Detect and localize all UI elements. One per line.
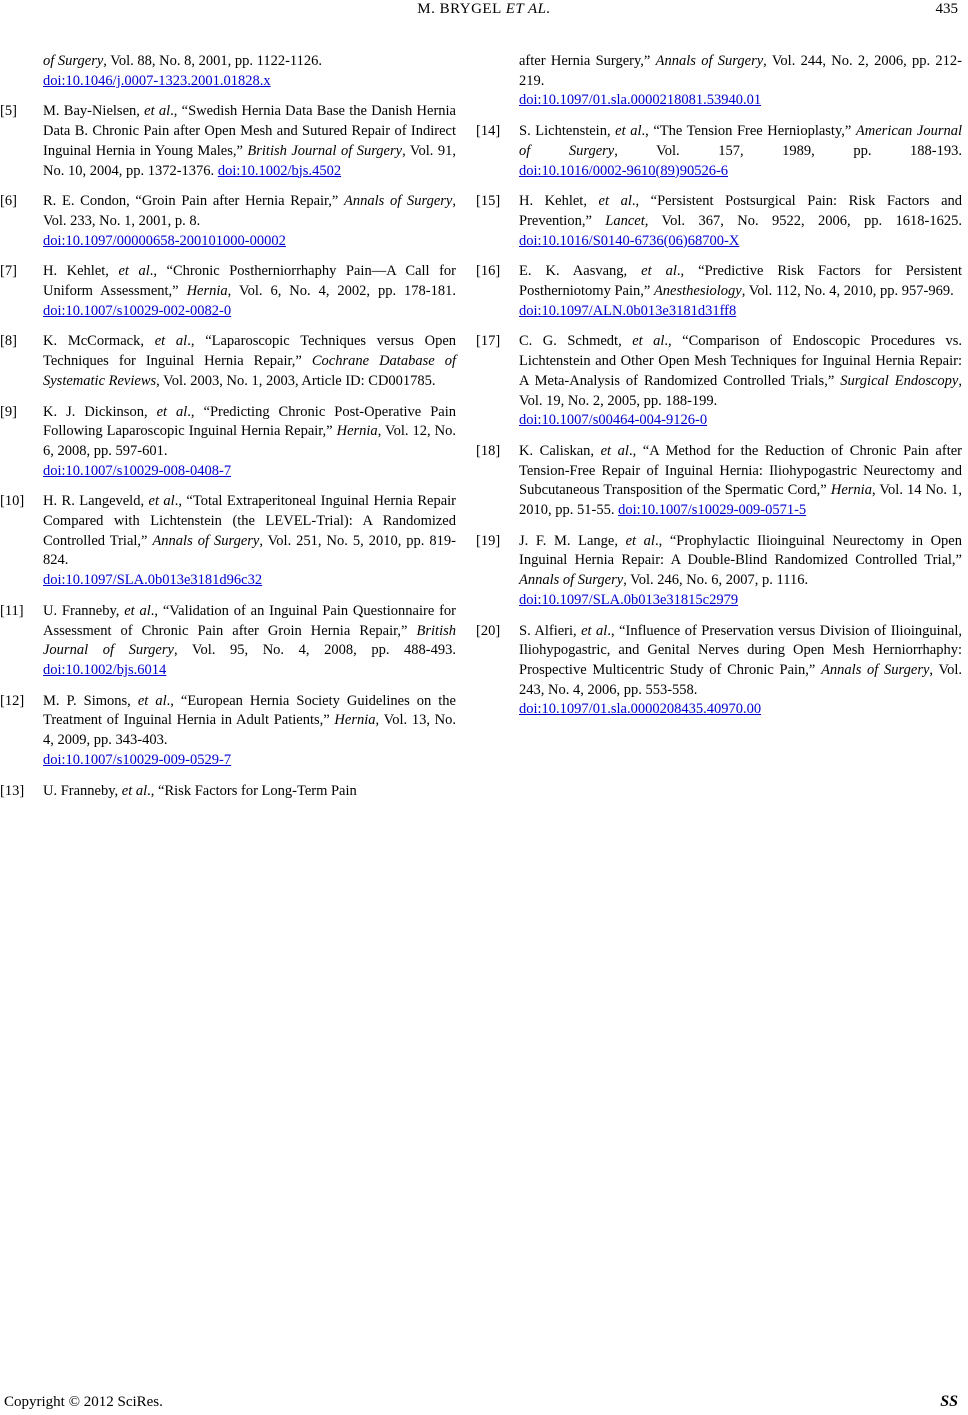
reference-title: ., “Validation of an Inguinal Pain Questionnaire for Assessment of Chronic Pain after Groin Hernia Repair,” xyxy=(43,602,456,639)
doi-link[interactable]: doi:10.1002/bjs.4502 xyxy=(217,162,342,179)
reference-item xyxy=(476,532,962,611)
reference-item xyxy=(476,622,963,721)
reference-item xyxy=(476,332,962,431)
reference-et-al: et al xyxy=(600,442,629,459)
doi-link[interactable]: doi:10.1097/01.sla.0000218081.53940.01 xyxy=(519,92,762,109)
doi-link[interactable]: doi:10.1016/S0140-6736(06)68700-X xyxy=(519,232,740,249)
reference-number: [11] xyxy=(0,602,24,619)
doi-link[interactable]: doi:10.1007/s10029-009-0529-7 xyxy=(43,751,232,768)
reference-journal: Annals of Surgery xyxy=(655,53,764,69)
running-head-etal: ET AL. xyxy=(505,1,551,17)
reference-text xyxy=(519,262,962,321)
reference-number: [7] xyxy=(0,263,17,280)
doi-link[interactable]: doi:10.1007/s10029-002-0082-0 xyxy=(43,302,232,319)
reference-details: , Vol. 157, 1989, pp. 188-193. xyxy=(614,142,962,159)
reference-details: , Vol. 112, No. 4, 2010, pp. 957-969. xyxy=(741,283,954,300)
reference-text xyxy=(43,492,456,591)
reference-journal: Annals of Surgery xyxy=(152,532,260,549)
reference-number: [20] xyxy=(476,622,501,639)
page-header xyxy=(0,0,968,26)
reference-text xyxy=(43,782,456,802)
doi-link[interactable]: doi:10.1007/s00464-004-9126-0 xyxy=(519,412,708,429)
doi-link[interactable]: doi:10.1007/s10029-009-0571-5 xyxy=(618,502,807,519)
reference-text xyxy=(43,102,456,181)
reference-item xyxy=(476,262,962,321)
copyright-notice: Copyright © 2012 SciRes. xyxy=(4,1394,163,1410)
reference-item xyxy=(28,52,456,91)
reference-journal: Hernia xyxy=(336,423,378,440)
reference-text xyxy=(519,532,962,611)
reference-journal: Hernia xyxy=(334,712,376,729)
reference-journal: British Journal of Surgery xyxy=(43,622,456,659)
reference-journal: Hernia xyxy=(830,482,872,499)
reference-text xyxy=(43,52,456,91)
reference-text xyxy=(519,192,962,251)
reference-details: , Vol. 13, No. 4, 2009, pp. 343-403. xyxy=(43,712,457,749)
reference-text xyxy=(519,122,962,181)
running-head xyxy=(0,1,968,18)
reference-authors: M. P. Simons, xyxy=(43,692,138,709)
doi-link[interactable]: doi:10.1007/s10029-008-0408-7 xyxy=(43,462,232,479)
reference-item xyxy=(0,192,456,251)
reference-authors: K. Caliskan, xyxy=(519,442,601,459)
reference-item xyxy=(0,102,457,181)
reference-title: ., “The Tension Free Hernioplasty,” xyxy=(641,123,856,140)
reference-title: ., “A Method for the Reduction of Chronic Pain after Tension-Free Repair of Inguinal Hernia: Iliohypogastric Neurectomy and Subcutaneous Transposition of the Spermatic Cord,” xyxy=(519,442,962,499)
reference-text xyxy=(43,403,456,482)
reference-number: [5] xyxy=(0,103,17,120)
reference-et-al: et al xyxy=(148,493,175,510)
reference-item xyxy=(476,122,962,181)
reference-journal: Lancet xyxy=(605,212,645,229)
reference-details: , Vol. 251, No. 5, 2010, pp. 819-824. xyxy=(43,532,456,569)
reference-number: [10] xyxy=(0,493,25,510)
reference-text xyxy=(519,442,962,521)
reference-number: [19] xyxy=(476,532,501,549)
reference-journal: British Journal of Surgery xyxy=(247,142,403,159)
doi-link[interactable]: doi:10.1097/00000658-200101000-00002 xyxy=(43,232,286,249)
reference-title: ., “Laparoscopic Techniques versus Open Techniques for Inguinal Hernia Repair,” xyxy=(43,333,456,370)
doi-link[interactable]: doi:10.1046/j.0007-1323.2001.01828.x xyxy=(43,72,271,89)
reference-title: ., “Predictive Risk Factors for Persistent Postherniotomy Pain,” xyxy=(519,263,962,300)
reference-title: ., “Comparison of Endoscopic Procedures vs. Lichtenstein and Other Open Mesh Techniques for Inguinal Hernia Repair: A Meta-Analysis of Randomized Controlled Trials,” xyxy=(519,333,962,389)
reference-authors: H. Kehlet, xyxy=(519,193,599,210)
reference-title: ., “Persistent Postsurgical Pain: Risk Factors and Prevention,” xyxy=(519,193,963,229)
reference-details: , Vol. 95, No. 4, 2008, pp. 488-493. xyxy=(173,642,456,659)
reference-et-al: et al xyxy=(121,782,148,799)
reference-details: , Vol. 233, No. 1, 2001, p. 8. xyxy=(43,193,456,229)
reference-details: , Vol. 244, No. 2, 2006, pp. 212-219. xyxy=(519,53,962,89)
reference-journal: Annals of Surgery xyxy=(344,193,453,210)
reference-text xyxy=(43,602,456,681)
reference-journal: Cochrane Database of Systematic Reviews xyxy=(43,353,456,389)
doi-link[interactable]: doi:10.1002/bjs.6014 xyxy=(43,661,167,678)
reference-journal: Anesthesiology xyxy=(653,283,742,300)
doi-link[interactable]: doi:10.1097/01.sla.0000208435.40970.00 xyxy=(519,701,762,718)
left-column xyxy=(0,52,457,812)
reference-number: [9] xyxy=(0,403,17,420)
doi-link[interactable]: doi:10.1016/0002-9610(89)90526-6 xyxy=(519,162,729,179)
running-head-authors: M. BRYGEL xyxy=(417,1,502,17)
reference-et-al: et al xyxy=(118,263,150,280)
reference-text xyxy=(43,692,456,771)
reference-text xyxy=(519,52,962,111)
reference-journal: Surgical Endoscopy xyxy=(840,372,959,389)
reference-title: ., “Predicting Chronic Post-Operative Pain Following Laparoscopic Inguinal Hernia Repair,” xyxy=(43,403,456,440)
reference-authors: S. Alfieri, xyxy=(519,622,582,639)
reference-item xyxy=(0,403,457,482)
reference-title: ., “Swedish Hernia Data Base the Danish Hernia Data B. Chronic Pain after Open Mesh and Sutured Repair of Indirect Inguinal Hernia in Young Males,” xyxy=(43,103,456,159)
reference-authors: K. McCormack, xyxy=(43,333,155,350)
reference-authors: M. Bay-Nielsen, xyxy=(43,103,145,120)
reference-item xyxy=(0,602,456,681)
reference-details: , Vol. 14 No. 1, 2010, pp. 51-55. xyxy=(519,482,963,519)
reference-number: [8] xyxy=(0,333,17,350)
reference-authors: H. R. Langeveld, xyxy=(43,493,149,510)
right-column xyxy=(476,52,963,731)
reference-item xyxy=(476,192,963,251)
reference-details: , Vol. 246, No. 6, 2007, p. 1116. xyxy=(623,572,809,589)
reference-text xyxy=(519,622,962,721)
reference-et-al: et al xyxy=(156,403,188,420)
doi-link[interactable]: doi:10.1097/SLA.0b013e31815c2979 xyxy=(519,591,739,608)
reference-details: , Vol. 19, No. 2, 2005, pp. 188-199. xyxy=(519,372,962,409)
reference-et-al: et al xyxy=(581,622,608,639)
reference-text xyxy=(43,332,456,391)
reference-details: , Vol. 6, No. 4, 2002, pp. 178-181. xyxy=(227,283,457,300)
reference-et-al: et al xyxy=(137,692,167,709)
reference-number: [15] xyxy=(476,193,501,210)
reference-et-al: et al xyxy=(641,263,677,280)
doi-link[interactable]: doi:10.1097/ALN.0b013e3181d31ff8 xyxy=(519,302,737,319)
reference-number: [17] xyxy=(476,333,501,350)
reference-item xyxy=(504,52,962,111)
reference-et-al: et al xyxy=(632,333,665,350)
reference-details: , Vol. 367, No. 9522, 2006, pp. 1618-1625. xyxy=(644,212,963,229)
reference-et-al: et al xyxy=(625,532,655,549)
reference-details: , Vol. 243, No. 4, 2006, pp. 553-558. xyxy=(519,661,963,698)
reference-number: [12] xyxy=(0,692,25,709)
reference-journal: of Surgery xyxy=(43,53,104,69)
reference-details: , Vol. 2003, No. 1, 2003, Article ID: CD001785. xyxy=(156,372,436,389)
reference-details: , Vol. 88, No. 8, 2001, pp. 1122-1126. xyxy=(103,53,322,69)
reference-journal: Annals of Surgery xyxy=(821,661,930,678)
reference-authors: U. Franneby, xyxy=(43,782,122,799)
reference-text xyxy=(43,262,456,321)
reference-authors: C. G. Schmedt, xyxy=(519,333,633,350)
reference-title: ., “Chronic Postherniorrhaphy Pain—A Call for Uniform Assessment,” xyxy=(43,263,457,300)
reference-item xyxy=(0,332,456,391)
doi-link[interactable]: doi:10.1097/SLA.0b013e3181d96c32 xyxy=(43,572,263,589)
reference-item xyxy=(0,492,456,591)
reference-details: , Vol. 12, No. 6, 2008, pp. 597-601. xyxy=(43,423,457,459)
reference-number: [16] xyxy=(476,263,501,280)
page-number: 435 xyxy=(935,1,958,17)
reference-number: [13] xyxy=(0,782,25,799)
reference-et-al: et al xyxy=(154,333,188,350)
reference-authors: U. Franneby, xyxy=(43,602,125,619)
reference-text xyxy=(519,332,962,431)
reference-et-al: et al xyxy=(615,123,642,140)
reference-authors: E. K. Aasvang, xyxy=(519,263,642,280)
reference-number: [18] xyxy=(476,442,501,459)
reference-authors: S. Lichtenstein, xyxy=(519,123,616,140)
reference-authors: after Hernia Surgery,” xyxy=(519,53,656,69)
reference-authors: H. Kehlet, xyxy=(43,263,119,280)
journal-abbreviation: SS xyxy=(940,1393,958,1410)
reference-number: [14] xyxy=(476,123,501,140)
reference-item xyxy=(0,692,457,771)
page-footer xyxy=(0,1392,968,1414)
reference-details: , Vol. 91, No. 10, 2004, pp. 1372-1376. xyxy=(43,142,457,179)
reference-title: ., “Risk Factors for Long-Term Pain xyxy=(147,782,357,799)
reference-journal: Hernia xyxy=(186,283,228,300)
reference-item xyxy=(0,782,456,802)
reference-journal: American Journal of Surgery xyxy=(519,123,962,159)
reference-item xyxy=(0,262,457,321)
reference-et-al: et al xyxy=(144,103,171,120)
reference-title: ., “Prophylactic Ilioinguinal Neurectomy in Open Inguinal Hernia Repair: A Double-Blind Randomized Controlled Trial,” xyxy=(519,532,962,569)
reference-title: ., “Influence of Preservation versus Division of Ilioinguinal, Iliohypogastric, and Genital Nerves during Open Mesh Herniorrhaphy: Prospective Multicentric Study of Chronic Pain,” xyxy=(519,622,962,678)
reference-authors: R. E. Condon, “Groin Pain after Hernia Repair,” xyxy=(43,193,345,210)
reference-journal: Annals of Surgery xyxy=(519,572,624,589)
reference-title: ., “Total Extraperitoneal Inguinal Hernia Repair Compared with Lichtenstein (the LEVEL-Trial): A Randomized Controlled Trial,” xyxy=(43,493,456,549)
reference-authors: K. J. Dickinson, xyxy=(43,403,157,420)
reference-text xyxy=(43,192,456,251)
reference-authors: J. F. M. Lange, xyxy=(519,532,626,549)
reference-title: ., “European Hernia Society Guidelines on the Treatment of Inguinal Hernia in Adult Patients,” xyxy=(43,692,456,729)
reference-et-al: et al xyxy=(598,193,632,210)
reference-number: [6] xyxy=(0,193,17,210)
reference-et-al: et al xyxy=(124,602,151,619)
reference-item xyxy=(476,442,963,521)
